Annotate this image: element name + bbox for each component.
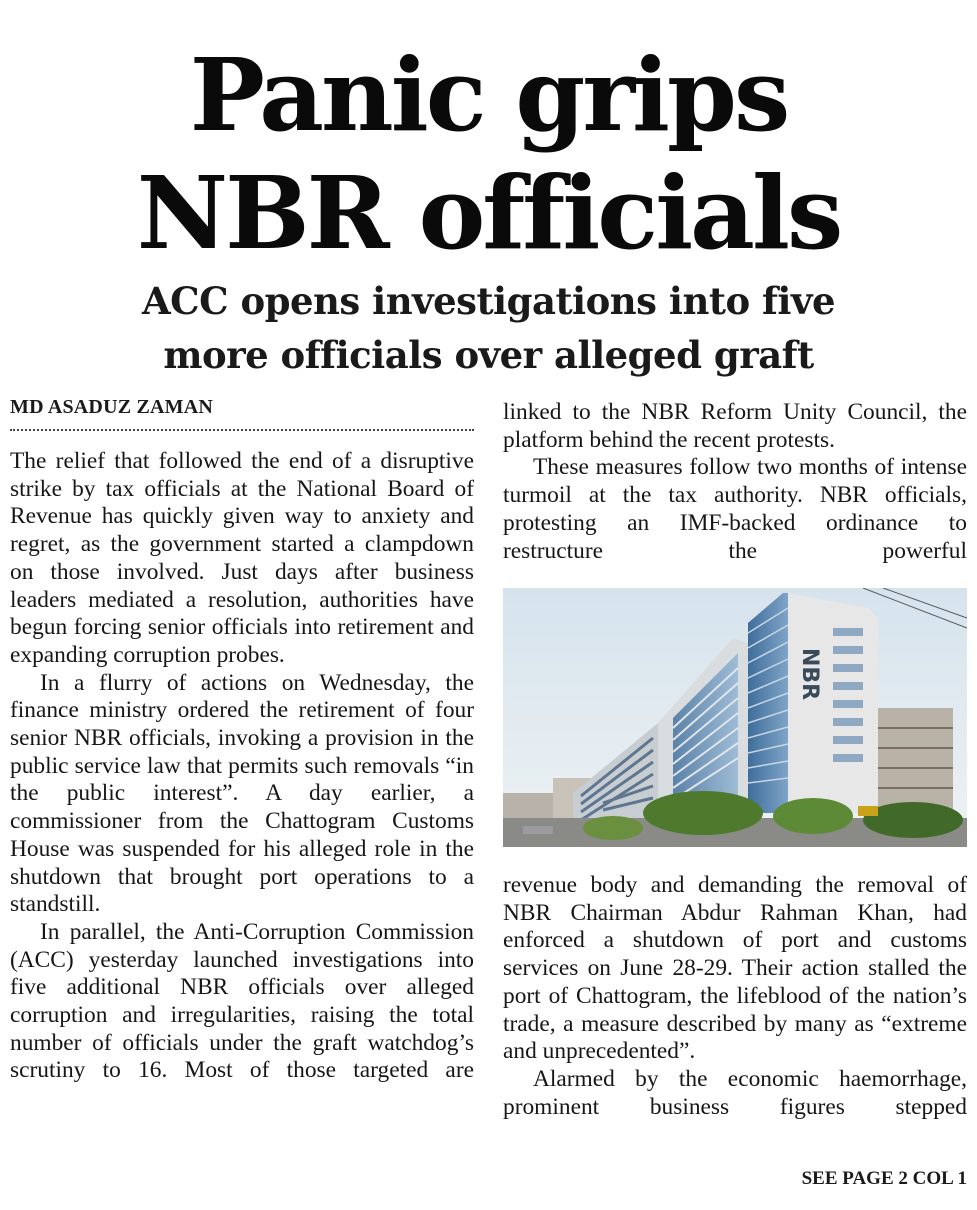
byline: MD ASADUZ ZAMAN [10,396,213,418]
nbr-building-photo [503,588,967,847]
headline-line-2: NBR officials [136,154,841,272]
headline-line-1: Panic grips [189,36,788,154]
paragraph-2: In a flurry of actions on Wednesday, the finance ministry ordered the retirement of four senior NBR officials, invoking a provision in the public service law that permits such removals “in the public interest”. A day earlier, a commissioner from the Chattogram Customs House was suspended for his alleged role in the shutdown that brought port operations to a standstill. [10,669,474,918]
paragraph-4: linked to the NBR Reform Unity Council, the platform behind the recent protests. [503,399,967,453]
paragraph-5: These measures follow two months of intense turmoil at the tax authority. NBR officials, protesting an IMF-backed ordinance to restructure the powerful [503,454,967,564]
deck-line-1: ACC opens investigations into five [141,279,836,323]
article-column-2-top [503,399,967,565]
continuation-jump: SEE PAGE 2 COL 1 [801,1168,967,1189]
article-column-1 [10,448,474,1085]
article-column-2-bottom [503,872,967,1121]
building-sign: NBR [797,648,822,701]
paragraph-1: The relief that followed the end of a disruptive strike by tax officials at the National Board of Revenue has quickly given way to anxiety and regret, as the government started a clampdown on those involved. Just days after business leaders mediated a resolution, authorities have begun forcing senior officials into retirement and expanding corruption probes. [10,448,474,668]
deck-line-2: more officials over alleged graft [163,333,814,377]
paragraph-6: revenue body and demanding the removal of NBR Chairman Abdur Rahman Khan, had enforced a shutdown of port and customs services on June 28-29. Their action stalled the port of Chattogram, the lifeblood of the nation’s trade, a measure described by many as “extreme and unprecedented”. [503,872,967,1065]
paragraph-7: Alarmed by the economic haemorrhage, prominent business figures stepped [503,1065,967,1120]
byline-divider [10,429,474,431]
paragraph-3: In parallel, the Anti-Corruption Commission (ACC) yesterday launched investigations into five additional NBR officials over alleged corruption and irregularities, raising the total number of officials under the graft watchdog’s scrutiny to 16. Most of those targeted are [10,918,474,1084]
